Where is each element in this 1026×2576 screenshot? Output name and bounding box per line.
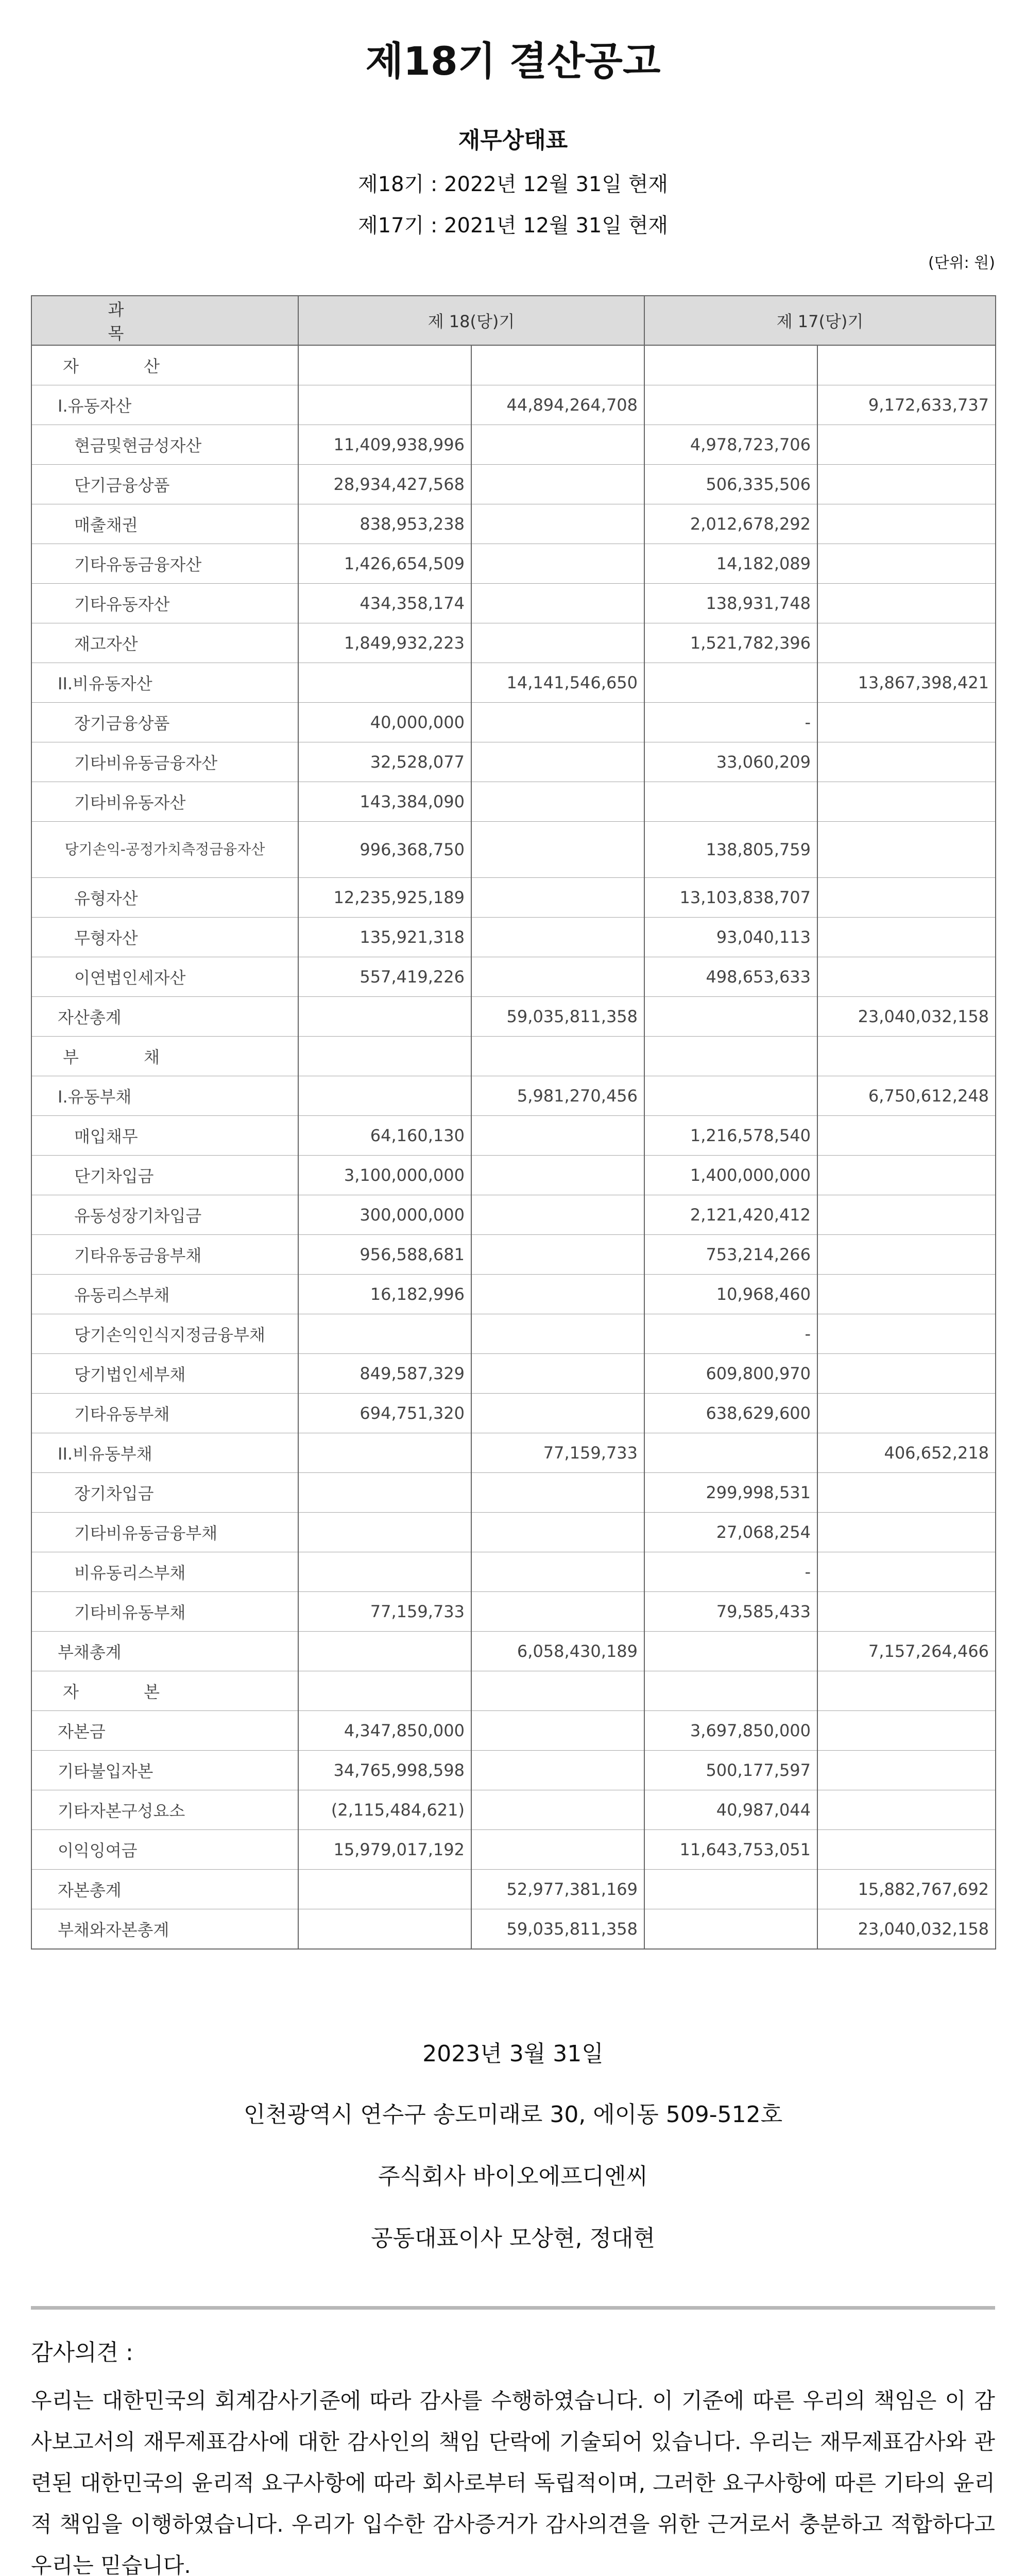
current-detail-cell: [298, 1632, 471, 1671]
account-cell: 기타자본구성요소: [31, 1790, 298, 1830]
prior-detail-cell: 1,216,578,540: [644, 1116, 817, 1156]
current-subtotal-cell: [471, 1116, 644, 1156]
prior-detail-cell: 2,121,420,412: [644, 1195, 817, 1235]
account-cell: 부채총계: [31, 1632, 298, 1671]
prior-detail-cell: [644, 1632, 817, 1671]
account-cell: 재고자산: [31, 623, 298, 663]
prior-subtotal-cell: [817, 623, 996, 663]
prior-detail-cell: 10,968,460: [644, 1275, 817, 1314]
prior-subtotal-cell: [817, 1275, 996, 1314]
table-row: [31, 544, 996, 584]
current-detail-cell: 143,384,090: [298, 782, 471, 822]
account-cell: 기타비유동부채: [31, 1592, 298, 1632]
current-detail-cell: 3,100,000,000: [298, 1156, 471, 1195]
account-cell: 기타불입자본: [31, 1751, 298, 1790]
prior-detail-cell: 1,400,000,000: [644, 1156, 817, 1195]
prior-detail-cell: 3,697,850,000: [644, 1711, 817, 1751]
account-cell: 유형자산: [31, 878, 298, 918]
table-row: [31, 504, 996, 544]
current-subtotal-cell: [471, 1314, 644, 1354]
current-subtotal-cell: 44,894,264,708: [471, 385, 644, 425]
current-subtotal-cell: [471, 1592, 644, 1632]
prior-subtotal-cell: [817, 1354, 996, 1394]
current-detail-cell: 1,426,654,509: [298, 544, 471, 584]
table-row: [31, 663, 996, 703]
account-cell: 장기차입금: [31, 1473, 298, 1513]
current-subtotal-cell: [471, 1275, 644, 1314]
table-row: [31, 1314, 996, 1354]
section-divider: [31, 2306, 995, 2310]
report-date: 2023년 3월 31일: [422, 2041, 604, 2067]
account-cell: 기타비유동금융자산: [31, 742, 298, 782]
prior-detail-cell: 753,214,266: [644, 1235, 817, 1275]
prior-detail-cell: [644, 997, 817, 1037]
table-row: [31, 385, 996, 425]
unit-label: (단위: 원): [928, 254, 995, 272]
current-detail-cell: [298, 1909, 471, 1950]
current-subtotal-cell: [471, 1235, 644, 1275]
table-row: [31, 1076, 996, 1116]
table-row: [31, 425, 996, 465]
prior-detail-cell: 40,987,044: [644, 1790, 817, 1830]
prior-subtotal-cell: 7,157,264,466: [817, 1632, 996, 1671]
prior-detail-cell: [644, 1037, 817, 1076]
account-cell: 기타유동자산: [31, 584, 298, 623]
account-cell: 자 본: [31, 1671, 298, 1711]
prior-detail-cell: 138,805,759: [644, 822, 817, 878]
current-subtotal-cell: 59,035,811,358: [471, 1909, 644, 1950]
account-cell: 이연법인세자산: [31, 957, 298, 997]
prior-subtotal-cell: [817, 1116, 996, 1156]
account-cell: 부채와자본총계: [31, 1909, 298, 1950]
current-detail-cell: 40,000,000: [298, 703, 471, 742]
current-detail-cell: [298, 345, 471, 385]
table-row: [31, 957, 996, 997]
account-cell: 당기법인세부채: [31, 1354, 298, 1394]
table-row: [31, 878, 996, 918]
table-row: [31, 1552, 996, 1592]
table-row: [31, 1473, 996, 1513]
current-subtotal-cell: [471, 1354, 644, 1394]
table-row: [31, 1632, 996, 1671]
prior-subtotal-cell: [817, 1513, 996, 1552]
header-current-period: 제 18(당)기: [298, 296, 644, 345]
period-prior: 제17기 : 2021년 12월 31일 현재: [357, 214, 669, 238]
table-row: [31, 1116, 996, 1156]
account-cell: 자본금: [31, 1711, 298, 1751]
account-cell: 기타유동금융자산: [31, 544, 298, 584]
current-subtotal-cell: [471, 1156, 644, 1195]
prior-detail-cell: [644, 663, 817, 703]
table-row: [31, 1870, 996, 1909]
prior-detail-cell: [644, 1433, 817, 1473]
prior-subtotal-cell: [817, 1592, 996, 1632]
prior-subtotal-cell: [817, 1790, 996, 1830]
table-row: [31, 1433, 996, 1473]
prior-subtotal-cell: [817, 584, 996, 623]
current-subtotal-cell: [471, 822, 644, 878]
prior-subtotal-cell: [817, 957, 996, 997]
current-detail-cell: [298, 1433, 471, 1473]
prior-detail-cell: [644, 1671, 817, 1711]
current-detail-cell: 849,587,329: [298, 1354, 471, 1394]
current-detail-cell: (2,115,484,621): [298, 1790, 471, 1830]
prior-detail-cell: -: [644, 703, 817, 742]
prior-detail-cell: 138,931,748: [644, 584, 817, 623]
current-subtotal-cell: [471, 425, 644, 465]
account-cell: 단기금융상품: [31, 465, 298, 504]
current-subtotal-cell: [471, 918, 644, 957]
account-cell: 단기차입금: [31, 1156, 298, 1195]
table-row: [31, 1790, 996, 1830]
current-subtotal-cell: [471, 1473, 644, 1513]
current-detail-cell: [298, 1552, 471, 1592]
current-detail-cell: 32,528,077: [298, 742, 471, 782]
prior-subtotal-cell: [817, 1552, 996, 1592]
account-cell: 무형자산: [31, 918, 298, 957]
current-subtotal-cell: [471, 1830, 644, 1870]
prior-detail-cell: 93,040,113: [644, 918, 817, 957]
current-detail-cell: 956,588,681: [298, 1235, 471, 1275]
table-row: [31, 1275, 996, 1314]
table-row: [31, 345, 996, 385]
account-cell: 유동성장기차입금: [31, 1195, 298, 1235]
prior-subtotal-cell: [817, 544, 996, 584]
audit-opinion-title: 감사의견 :: [31, 2340, 133, 2366]
audit-opinion-body: 우리는 대한민국의 회계감사기준에 따라 감사를 수행하였습니다. 이 기준에 따른 우리의 책임은 이 감사보고서의 재무제표감사에 대한 감사인의 책임 단락에 기술되어 있습니다. 우리는 재무제표감사와 관련된 대한민국의 윤리적 요구사항에 따라 회사로부터 독립적이며, 그러한 요구사항에 따른 기타의 윤리적 책임을 이행하였습니다. 우리가 입수한 감사증거가 감사의견을 위한 근거로서 충분하고 적합하다고 우리는 믿습니다.: [31, 2388, 995, 2576]
prior-subtotal-cell: [817, 1830, 996, 1870]
account-cell: 기타유동부채: [31, 1394, 298, 1433]
account-cell: 자 산: [31, 345, 298, 385]
current-subtotal-cell: 14,141,546,650: [471, 663, 644, 703]
account-cell: 장기금융상품: [31, 703, 298, 742]
current-detail-cell: 1,849,932,223: [298, 623, 471, 663]
table-row: [31, 782, 996, 822]
prior-subtotal-cell: [817, 1751, 996, 1790]
current-subtotal-cell: [471, 782, 644, 822]
table-row: [31, 465, 996, 504]
account-cell: 당기손익-공정가치측정금융자산: [31, 822, 298, 878]
prior-detail-cell: 506,335,506: [644, 465, 817, 504]
table-row: [31, 1711, 996, 1751]
prior-subtotal-cell: [817, 465, 996, 504]
account-cell: 기타유동금융부채: [31, 1235, 298, 1275]
current-subtotal-cell: [471, 1394, 644, 1433]
current-subtotal-cell: 77,159,733: [471, 1433, 644, 1473]
account-cell: 비유동리스부채: [31, 1552, 298, 1592]
account-cell: 자본총계: [31, 1870, 298, 1909]
current-subtotal-cell: [471, 703, 644, 742]
account-cell: 기타비유동금융부채: [31, 1513, 298, 1552]
current-subtotal-cell: [471, 878, 644, 918]
account-cell: 유동리스부채: [31, 1275, 298, 1314]
header-prior-period: 제 17(당)기: [644, 296, 996, 345]
current-detail-cell: 77,159,733: [298, 1592, 471, 1632]
account-cell: II.비유동자산: [31, 663, 298, 703]
prior-subtotal-cell: [817, 1235, 996, 1275]
table-row: [31, 822, 996, 878]
prior-detail-cell: [644, 1909, 817, 1950]
prior-subtotal-cell: [817, 878, 996, 918]
current-detail-cell: [298, 1314, 471, 1354]
table-row: [31, 1037, 996, 1076]
account-cell: 당기손익인식지정금융부채: [31, 1314, 298, 1354]
prior-detail-cell: 79,585,433: [644, 1592, 817, 1632]
current-subtotal-cell: [471, 1751, 644, 1790]
prior-detail-cell: -: [644, 1552, 817, 1592]
table-header-row: [31, 296, 996, 345]
prior-subtotal-cell: [817, 1394, 996, 1433]
current-subtotal-cell: [471, 1711, 644, 1751]
account-cell: 기타비유동자산: [31, 782, 298, 822]
current-subtotal-cell: 52,977,381,169: [471, 1870, 644, 1909]
table-row: [31, 703, 996, 742]
prior-detail-cell: 27,068,254: [644, 1513, 817, 1552]
current-detail-cell: 16,182,996: [298, 1275, 471, 1314]
statement-title: 재무상태표: [458, 127, 568, 154]
account-cell: 현금및현금성자산: [31, 425, 298, 465]
current-detail-cell: [298, 385, 471, 425]
current-detail-cell: 838,953,238: [298, 504, 471, 544]
prior-detail-cell: [644, 782, 817, 822]
prior-subtotal-cell: 23,040,032,158: [817, 1909, 996, 1950]
company-name: 주식회사 바이오에프디엔씨: [378, 2163, 648, 2190]
current-detail-cell: [298, 663, 471, 703]
prior-subtotal-cell: 9,172,633,737: [817, 385, 996, 425]
current-subtotal-cell: [471, 584, 644, 623]
prior-subtotal-cell: [817, 1473, 996, 1513]
current-detail-cell: 64,160,130: [298, 1116, 471, 1156]
current-subtotal-cell: [471, 623, 644, 663]
current-subtotal-cell: [471, 742, 644, 782]
prior-detail-cell: 299,998,531: [644, 1473, 817, 1513]
prior-subtotal-cell: 23,040,032,158: [817, 997, 996, 1037]
table-row: [31, 997, 996, 1037]
table-row: [31, 742, 996, 782]
current-subtotal-cell: [471, 1790, 644, 1830]
current-detail-cell: [298, 1513, 471, 1552]
table-row: [31, 1195, 996, 1235]
current-subtotal-cell: [471, 465, 644, 504]
current-subtotal-cell: [471, 957, 644, 997]
prior-detail-cell: 4,978,723,706: [644, 425, 817, 465]
account-cell: 매출채권: [31, 504, 298, 544]
current-detail-cell: 12,235,925,189: [298, 878, 471, 918]
table-row: [31, 584, 996, 623]
prior-detail-cell: 11,643,753,051: [644, 1830, 817, 1870]
prior-detail-cell: [644, 1076, 817, 1116]
current-detail-cell: 28,934,427,568: [298, 465, 471, 504]
current-detail-cell: 996,368,750: [298, 822, 471, 878]
current-detail-cell: [298, 997, 471, 1037]
current-detail-cell: 557,419,226: [298, 957, 471, 997]
account-cell: 자산총계: [31, 997, 298, 1037]
account-cell: I.유동부채: [31, 1076, 298, 1116]
current-detail-cell: [298, 1870, 471, 1909]
current-subtotal-cell: [471, 1671, 644, 1711]
prior-subtotal-cell: [817, 1711, 996, 1751]
current-subtotal-cell: [471, 1195, 644, 1235]
current-detail-cell: 300,000,000: [298, 1195, 471, 1235]
prior-detail-cell: 2,012,678,292: [644, 504, 817, 544]
prior-detail-cell: 500,177,597: [644, 1751, 817, 1790]
ceo-names: 공동대표이사 모상현, 정대현: [370, 2225, 655, 2251]
current-detail-cell: [298, 1671, 471, 1711]
current-detail-cell: 434,358,174: [298, 584, 471, 623]
current-subtotal-cell: [471, 345, 644, 385]
prior-subtotal-cell: [817, 1314, 996, 1354]
table-row: [31, 623, 996, 663]
prior-subtotal-cell: [817, 1037, 996, 1076]
table-row: [31, 1513, 996, 1552]
table-row: [31, 1909, 996, 1950]
prior-subtotal-cell: 6,750,612,248: [817, 1076, 996, 1116]
prior-subtotal-cell: [817, 345, 996, 385]
prior-detail-cell: 33,060,209: [644, 742, 817, 782]
current-detail-cell: 4,347,850,000: [298, 1711, 471, 1751]
current-subtotal-cell: 6,058,430,189: [471, 1632, 644, 1671]
current-detail-cell: [298, 1037, 471, 1076]
prior-subtotal-cell: 13,867,398,421: [817, 663, 996, 703]
current-detail-cell: 135,921,318: [298, 918, 471, 957]
current-subtotal-cell: [471, 1552, 644, 1592]
table-row: [31, 1830, 996, 1870]
prior-detail-cell: 14,182,089: [644, 544, 817, 584]
prior-detail-cell: 609,800,970: [644, 1354, 817, 1394]
header-account: 과 목: [31, 296, 298, 345]
prior-subtotal-cell: [817, 1195, 996, 1235]
current-detail-cell: 694,751,320: [298, 1394, 471, 1433]
period-current: 제18기 : 2022년 12월 31일 현재: [357, 173, 669, 196]
current-detail-cell: [298, 1473, 471, 1513]
current-subtotal-cell: 5,981,270,456: [471, 1076, 644, 1116]
prior-detail-cell: 638,629,600: [644, 1394, 817, 1433]
table-row: [31, 1592, 996, 1632]
current-detail-cell: 34,765,998,598: [298, 1751, 471, 1790]
account-cell: I.유동자산: [31, 385, 298, 425]
table-row: [31, 1671, 996, 1711]
company-address: 인천광역시 연수구 송도미래로 30, 에이동 509-512호: [243, 2102, 783, 2128]
current-detail-cell: 11,409,938,996: [298, 425, 471, 465]
prior-subtotal-cell: [817, 782, 996, 822]
table-row: [31, 1394, 996, 1433]
prior-detail-cell: [644, 385, 817, 425]
prior-subtotal-cell: [817, 703, 996, 742]
current-subtotal-cell: 59,035,811,358: [471, 997, 644, 1037]
document-title: 제18기 결산공고: [365, 38, 661, 84]
prior-subtotal-cell: [817, 822, 996, 878]
prior-subtotal-cell: 406,652,218: [817, 1433, 996, 1473]
table-row: [31, 1235, 996, 1275]
current-subtotal-cell: [471, 1037, 644, 1076]
current-subtotal-cell: [471, 544, 644, 584]
prior-detail-cell: -: [644, 1314, 817, 1354]
table-row: [31, 1751, 996, 1790]
prior-detail-cell: 1,521,782,396: [644, 623, 817, 663]
prior-subtotal-cell: [817, 504, 996, 544]
prior-subtotal-cell: [817, 1156, 996, 1195]
balance-sheet-table: [31, 295, 996, 1950]
account-cell: II.비유동부채: [31, 1433, 298, 1473]
account-cell: 이익잉여금: [31, 1830, 298, 1870]
prior-detail-cell: [644, 345, 817, 385]
prior-subtotal-cell: [817, 918, 996, 957]
current-subtotal-cell: [471, 504, 644, 544]
prior-detail-cell: 498,653,633: [644, 957, 817, 997]
current-subtotal-cell: [471, 1513, 644, 1552]
table-row: [31, 918, 996, 957]
prior-subtotal-cell: [817, 742, 996, 782]
prior-detail-cell: [644, 1870, 817, 1909]
prior-detail-cell: 13,103,838,707: [644, 878, 817, 918]
table-row: [31, 1354, 996, 1394]
account-cell: 매입채무: [31, 1116, 298, 1156]
current-detail-cell: [298, 1076, 471, 1116]
prior-subtotal-cell: [817, 425, 996, 465]
current-detail-cell: 15,979,017,192: [298, 1830, 471, 1870]
prior-subtotal-cell: 15,882,767,692: [817, 1870, 996, 1909]
account-cell: 부 채: [31, 1037, 298, 1076]
table-row: [31, 1156, 996, 1195]
prior-subtotal-cell: [817, 1671, 996, 1711]
